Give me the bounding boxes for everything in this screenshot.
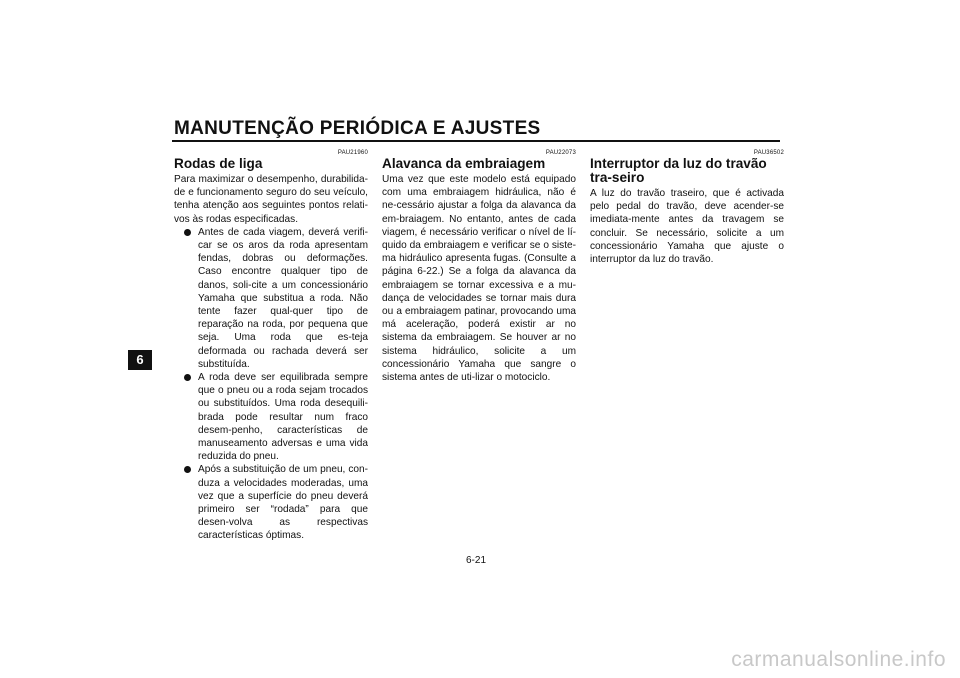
section-title: Rodas de liga	[174, 156, 263, 171]
column-alloy-wheels	[174, 150, 368, 543]
bullet-dot-icon	[184, 374, 191, 381]
watermark: carmanualsonline.info	[731, 648, 946, 671]
bullet-item	[174, 371, 368, 463]
bullet-text: Antes de cada viagem, deverá verifi-car se os aros da roda apresentam fendas, dobras ou deformações. Caso encontre qualquer tipo de danos, soli-cite a um concessionário Yamaha que substitua a roda. Não tente fazer qual-quer tipo de reparação na roda, por pequena que seja. Uma roda que es-teja deformada ou rachada deverá ser substituída.	[198, 226, 368, 370]
bullet-dot-icon	[184, 229, 191, 236]
page-header-title: MANUTENÇÃO PERIÓDICA E AJUSTES	[174, 118, 541, 139]
section-body: Uma vez que este modelo está equipado com uma embraiagem hidráulica, não é ne-cessário ajustar a folga da alavanca da em-braiagem. No entanto, antes de cada viagem, é necessário verificar o nível de lí-quido da embraiagem e verificar se o siste-ma hidráulico apresenta fugas. (Consulte a página 6-22.) Se a folga da alavanca da embraiagem se tornar excessiva e a mu-dança de velocidades se tornar mais dura ou a embraiagem patinar, provocando uma má aceleração, poderá existir ar no sistema da embraiagem. Se houver ar no sistema hidráulico, solicite a um concessionário Yamaha que sangre o sistema antes de uti-lizar o motociclo.	[382, 174, 576, 384]
bullet-text: A roda deve ser equilibrada sempre que o pneu ou a roda sejam trocados ou substituídos. Uma roda desequili-brada pode resultar num fraco desem-penho, características de manuseamento adversas e uma vida reduzida do pneu.	[198, 372, 368, 463]
column-brake-light-switch	[590, 150, 784, 266]
section-title: Interruptor da luz do travão tra-seiro	[590, 156, 767, 185]
section-code: PAU22073	[545, 150, 576, 156]
section-tab: 6	[128, 350, 152, 370]
section-body: A luz do travão traseiro, que é activada pelo pedal do travão, deve acender-se imediata-mente antes da travagem se concluir. Se necessário, solicite a um concessionário Yamaha que ajuste o interruptor da luz do travão.	[590, 188, 784, 266]
section-code: PAU36502	[753, 150, 784, 156]
section-title: Alavanca da embraiagem	[382, 156, 546, 171]
bullet-list	[174, 226, 368, 543]
section-intro: Para maximizar o desempenho, durabilida-de e funcionamento seguro do seu veículo, tenha atenção aos seguintes pontos relati-vos às rodas especificadas.	[174, 174, 368, 225]
bullet-text: Após a substituição de um pneu, con-duza a velocidades moderadas, uma vez que a superfície do pneu deverá primeiro ser “rodada” para que desen-volva as respectivas características óptimas.	[198, 464, 368, 542]
bullet-dot-icon	[184, 466, 191, 473]
header-rule	[172, 140, 780, 142]
bullet-item	[174, 226, 368, 371]
column-clutch-lever	[382, 150, 576, 384]
bullet-item	[174, 463, 368, 542]
section-code: PAU21960	[337, 150, 368, 156]
page-number: 6-21	[466, 555, 487, 566]
